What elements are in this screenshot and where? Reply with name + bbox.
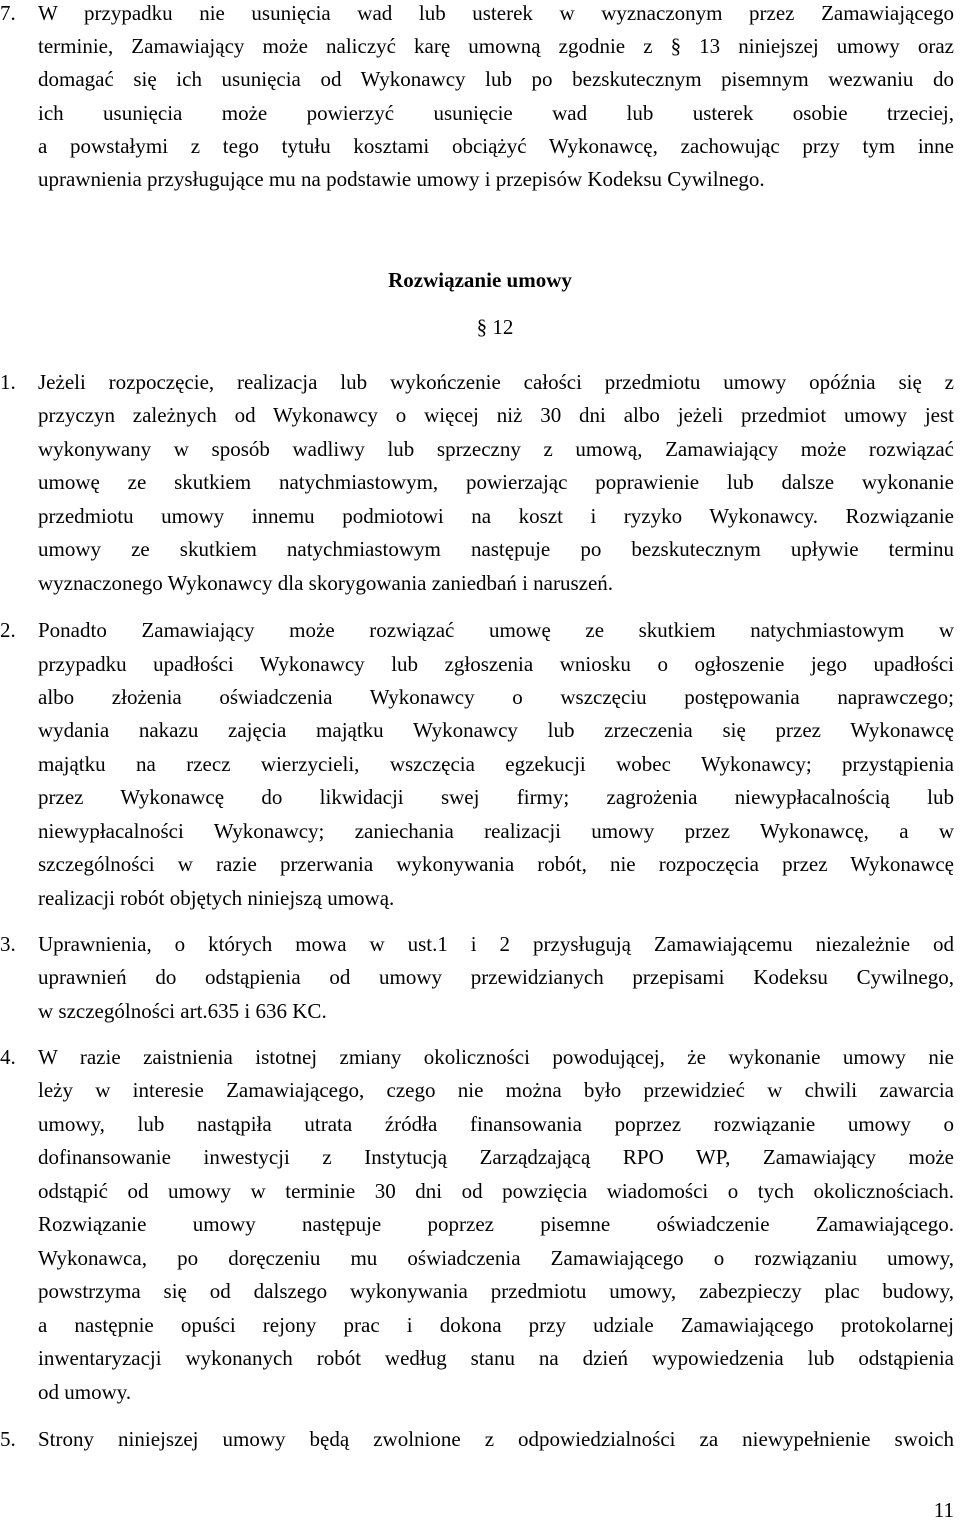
list-number: 3. [0,932,16,956]
text-line: przypadku upadłości Wykonawcy lub zgłoszenia wniosku o ogłoszenie jego upadłości [38,652,954,676]
text-line: wykonywany w sposób wadliwy lub sprzeczny z umową, Zamawiający może rozwiązać [38,437,954,461]
text-line: W przypadku nie usunięcia wad lub usterek w wyznaczonym przez Zamawiającego [38,1,954,25]
text-line: majątku na rzecz wierzycieli, wszczęcia egzekucji wobec Wykonawcy; przystąpienia [38,752,954,776]
list-number: 4. [0,1045,16,1069]
text-line: leży w interesie Zamawiającego, czego nie można było przewidzieć w chwili zawarcia [38,1078,954,1102]
text-line: przez Wykonawcę do likwidacji swej firmy; zagrożenia niewypłacalnością lub [38,785,954,809]
text-line: Wykonawca, po doręczeniu mu oświadczenia Zamawiającego o rozwiązaniu umowy, [38,1246,954,1270]
paragraph-number: § 12 [476,315,514,339]
text-line: Ponadto Zamawiający może rozwiązać umowę ze skutkiem natychmiastowym w [38,618,954,642]
text-line: domagać się ich usunięcia od Wykonawcy lub po bezskutecznym pisemnym wezwaniu do [38,67,954,91]
text-line: dofinansowanie inwestycji z Instytucją Zarządzającą RPO WP, Zamawiający może [38,1145,954,1169]
text-line: W razie zaistnienia istotnej zmiany okoliczności powodującej, że wykonanie umowy nie [38,1045,954,1069]
text-line: realizacji robót objętych niniejszą umową. [38,886,395,910]
text-line: a powstałymi z tego tytułu kosztami obciążyć Wykonawcę, zachowując przy tym inne [38,134,954,158]
page-number: 11 [933,1498,954,1522]
list-number: 5. [0,1427,16,1451]
list-number: 2. [0,618,16,642]
section-title: Rozwiązanie umowy [388,268,572,292]
list-number: 7. [0,1,16,25]
list-number: 1. [0,370,16,394]
text-line: umowy ze skutkiem natychmiastowym następuje po bezskutecznym upływie terminu [38,537,954,561]
text-line: Uprawnienia, o których mowa w ust.1 i 2 przysługują Zamawiającemu niezależnie od [38,932,954,956]
text-line: wyznaczonego Wykonawcy dla skorygowania zaniedbań i naruszeń. [38,571,614,595]
text-line: umowy, lub nastąpiła utrata źródła finansowania poprzez rozwiązanie umowy o [38,1112,954,1136]
text-line: niewypłacalności Wykonawcy; zaniechania realizacji umowy przez Wykonawcę, a w [38,819,954,843]
text-line: odstąpić od umowy w terminie 30 dni od powzięcia wiadomości o tych okolicznościach. [38,1179,954,1203]
text-line: ich usunięcia może powierzyć usunięcie wad lub usterek osobie trzeciej, [38,101,954,125]
text-line: Strony niniejszej umowy będą zwolnione z odpowiedzialności za niewypełnienie swoich [38,1427,954,1451]
text-line: Rozwiązanie umowy następuje poprzez pisemne oświadczenie Zamawiającego. [38,1212,954,1236]
text-line: albo złożenia oświadczenia Wykonawcy o wszczęciu postępowania naprawczego; [38,685,954,709]
text-line: inwentaryzacji wykonanych robót według stanu na dzień wypowiedzenia lub odstąpienia [38,1346,954,1370]
text-line: szczególności w razie przerwania wykonywania robót, nie rozpoczęcia przez Wykonawcę [38,852,954,876]
text-line: uprawnień do odstąpienia od umowy przewidzianych przepisami Kodeksu Cywilnego, [38,965,954,989]
text-line: Jeżeli rozpoczęcie, realizacja lub wykończenie całości przedmiotu umowy opóźnia się z [38,370,954,394]
text-line: w szczególności art.635 i 636 KC. [38,999,327,1023]
text-line: terminie, Zamawiający może naliczyć karę umowną zgodnie z § 13 niniejszej umowy oraz [38,34,954,58]
text-line: umowę ze skutkiem natychmiastowym, powierzając poprawienie lub dalsze wykonanie [38,470,954,494]
text-line: od umowy. [38,1380,132,1404]
text-line: przyczyn zależnych od Wykonawcy o więcej niż 30 dni albo jeżeli przedmiot umowy jest [38,403,954,427]
text-line: wydania nakazu zajęcia majątku Wykonawcy lub zrzeczenia się przez Wykonawcę [38,718,954,742]
text-line: uprawnienia przysługujące mu na podstawie umowy i przepisów Kodeksu Cywilnego. [38,167,765,191]
text-line: przedmiotu umowy innemu podmiotowi na koszt i ryzyko Wykonawcy. Rozwiązanie [38,504,954,528]
text-line: powstrzyma się od dalszego wykonywania przedmiotu umowy, zabezpieczy plac budowy, [38,1279,954,1303]
text-line: a następnie opuści rejony prac i dokona przy udziale Zamawiającego protokolarnej [38,1313,954,1337]
